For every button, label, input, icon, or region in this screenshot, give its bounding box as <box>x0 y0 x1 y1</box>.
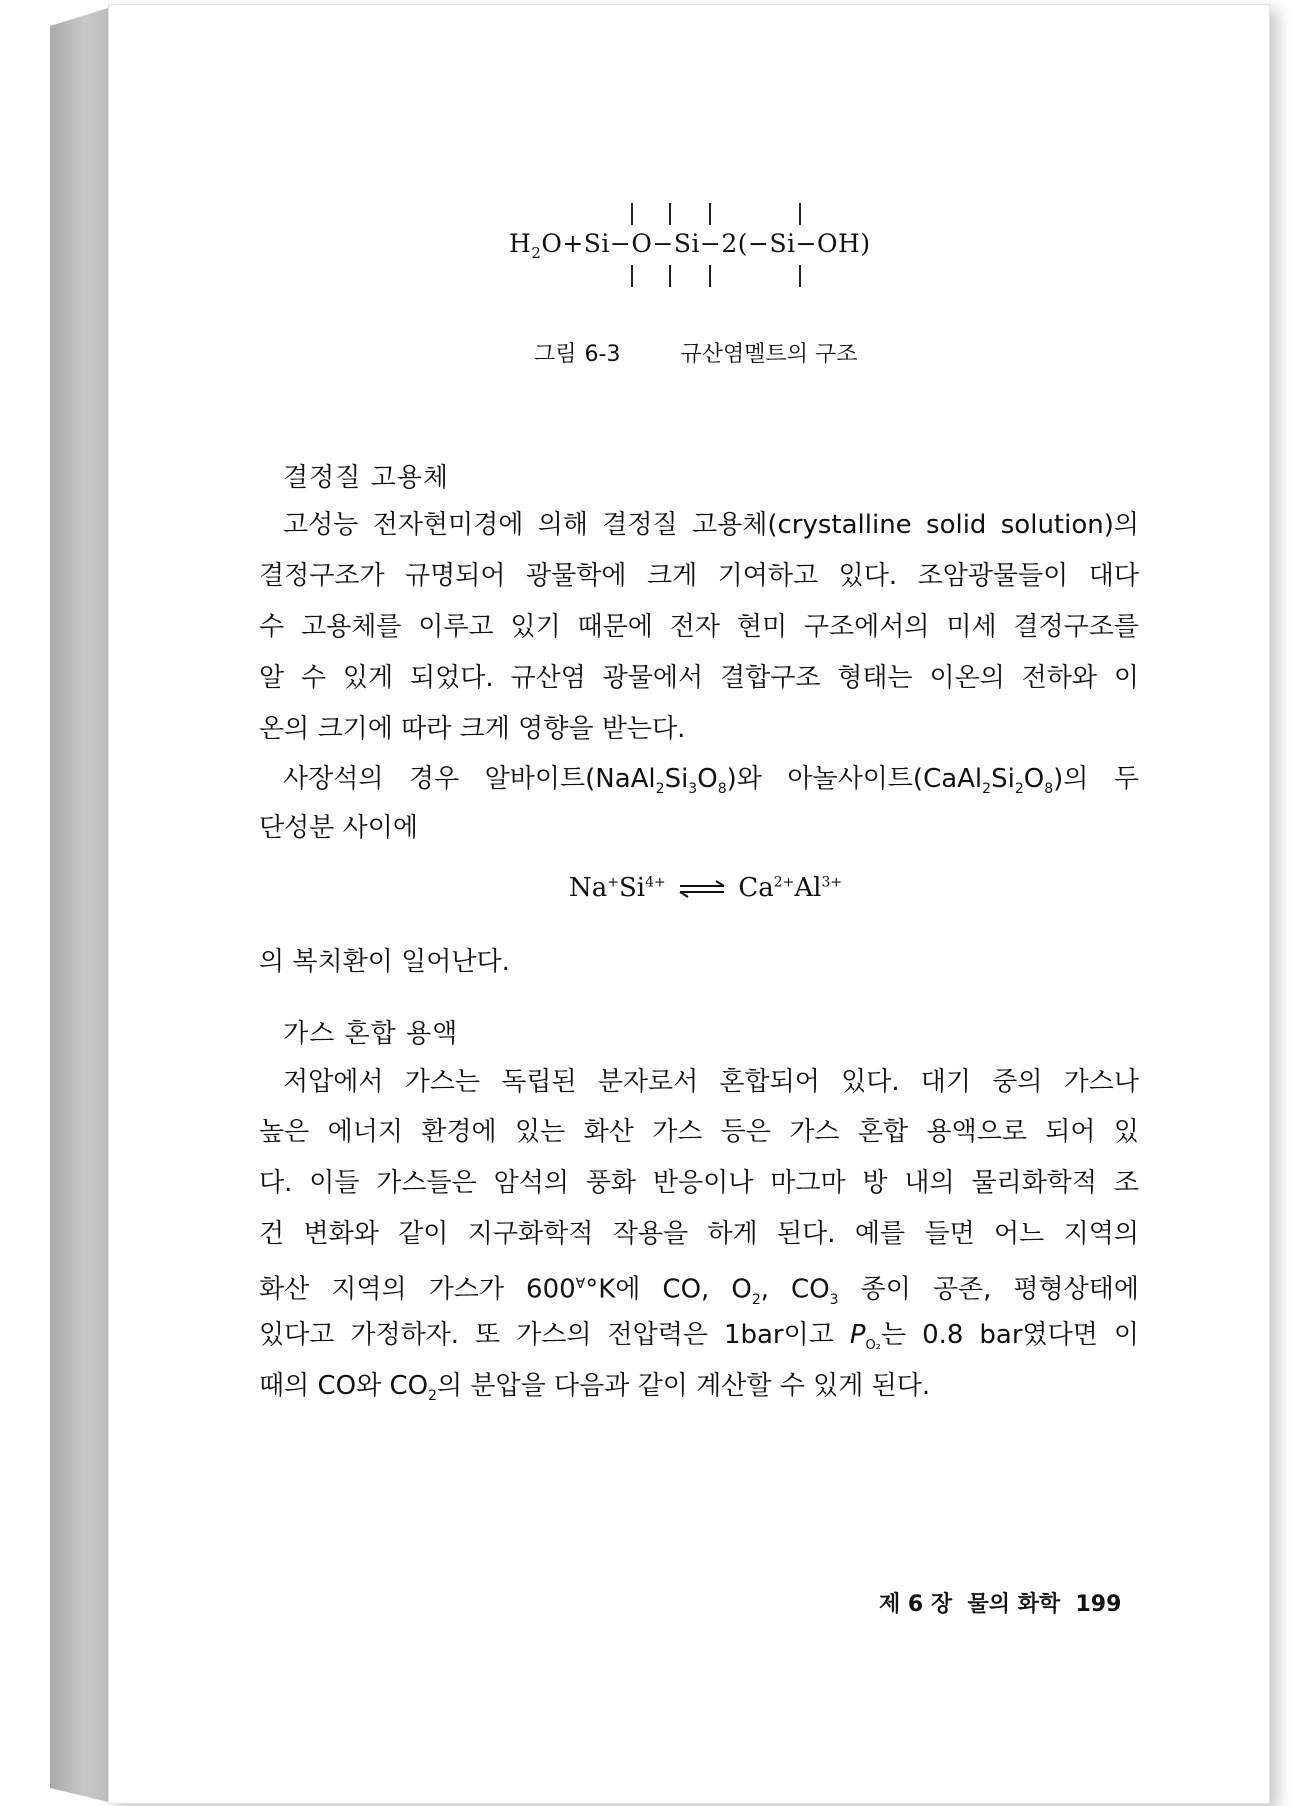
formula-text: $H_2O+Si-O-Si-2(-Si-OH)$ <box>509 229 871 262</box>
book-spine <box>50 8 108 1802</box>
figure-caption <box>534 337 857 368</box>
bond-line <box>669 265 671 287</box>
paragraph-line: 저압에서 가스는 독립된 분자로서 혼합되어 있다. 대기 중의 가스나 <box>283 1067 1139 1097</box>
bond-line <box>631 203 633 225</box>
equilibrium-arrow-icon <box>678 880 726 898</box>
paragraph-line: 단성분 사이에 <box>259 813 418 843</box>
paragraph-line: 다. 이들 가스들은 암석의 풍화 반응이나 마그마 방 내의 물리화학적 조 <box>259 1168 1139 1198</box>
paragraph-line: 높은 에너지 환경에 있는 화산 가스 등은 가스 혼합 용액으로 되어 있 <box>259 1117 1139 1147</box>
paragraph-line: 건 변화와 같이 지구화학적 작용을 하게 된다. 예를 들면 어느 지역의 <box>259 1219 1139 1249</box>
silicate-structure-formula <box>509 195 909 295</box>
page-number: 199 <box>1075 1592 1122 1617</box>
caption-title: 규산염멜트의 구조 <box>680 342 858 367</box>
paragraph-line: 의 복치환이 일어난다. <box>259 947 510 977</box>
bond-line <box>799 265 801 287</box>
chapter-title: 물의 화학 <box>967 1592 1061 1617</box>
paragraph-line: 때의 CO와 $CO_2$의 분압을 다음과 같이 계산할 수 있게 된다. <box>259 1371 931 1405</box>
bond-line <box>799 203 801 225</box>
paragraph-line: 사장석의 경우 알바이트$(NaAl_2Si_3O_8)$와 아놀사이트$(CaAl_2Si_2O_8)$의 두 <box>283 764 1139 798</box>
chapter-label: 제 6 장 <box>879 1592 953 1617</box>
paragraph-line: 고성능 전자현미경에 의해 결정질 고용체(crystalline solid solution)의 <box>283 510 1139 540</box>
bond-line <box>669 203 671 225</box>
page-footer <box>879 1587 1121 1618</box>
section-heading-crystalline: 결정질 고용체 <box>283 463 449 493</box>
paragraph-line: 수 고용체를 이루고 있기 때문에 전자 현미 구조에서의 미세 결정구조를 <box>259 612 1139 642</box>
paragraph-line: 있다고 가정하자. 또 가스의 전압력은 1bar이고 $P_{O_2}$는 0.8 bar였다면 이 <box>259 1320 1139 1354</box>
paragraph-line: 알 수 있게 되었다. 규산염 광물에서 결합구조 형태는 이온의 전하와 이 <box>259 663 1139 693</box>
book-page <box>108 4 1270 1804</box>
substitution-equation: $Na^+Si^{4+}$ $Ca^{2+}Al^{3+}$ <box>569 873 843 903</box>
paragraph-line: 화산 지역의 가스가 600∀°K에 CO, $O_2$, $CO_3$ 종이 공존, 평형상태에 <box>259 1274 1139 1308</box>
paragraph-line: 결정구조가 규명되어 광물학에 크게 기여하고 있다. 조암광물들이 대다 <box>259 561 1139 591</box>
bond-line <box>709 265 711 287</box>
bond-line <box>709 203 711 225</box>
paragraph-line: 온의 크기에 따라 크게 영향을 받는다. <box>259 714 686 744</box>
bond-line <box>631 265 633 287</box>
caption-number: 6-3 <box>584 342 621 367</box>
section-heading-gas-mixture: 가스 혼합 용액 <box>283 1019 459 1049</box>
caption-label: 그림 <box>534 342 577 367</box>
